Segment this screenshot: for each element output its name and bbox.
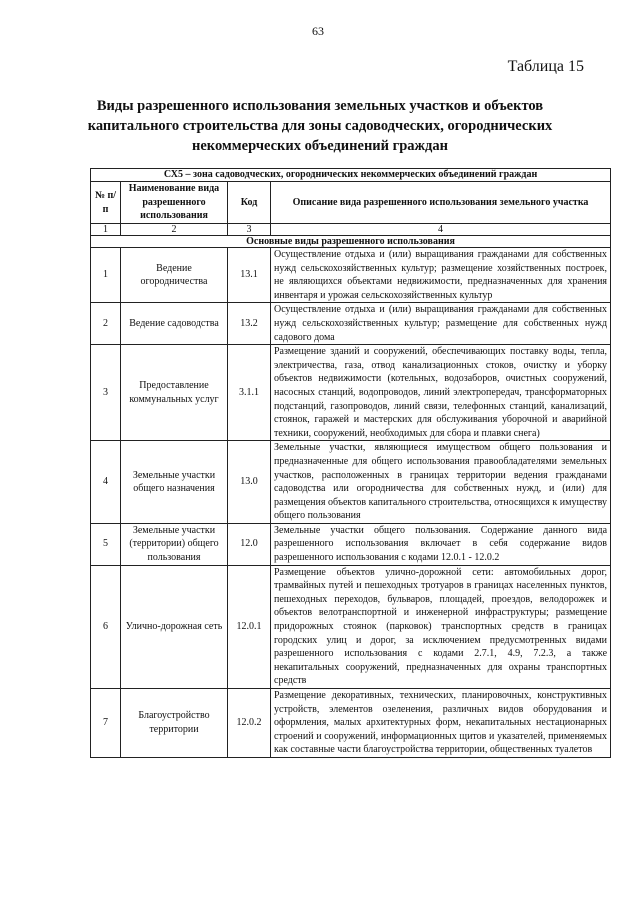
use-name: Ведение огородничества [121, 248, 228, 303]
header-num: № п/п [91, 182, 121, 224]
use-description: Осуществление отдыха и (или) выращивания гражданами для собственных нужд сельскохозяйственных культур; размещение для собственных нужд садового дома [271, 303, 611, 345]
row-number: 1 [91, 248, 121, 303]
use-description: Размещение объектов улично-дорожной сети: автомобильных дорог, трамвайных путей и пешеходных тротуаров в границах населенных пунктов, пешеходных переходов, бульваров, площадей, проездов, велодорожек и объектов велотранспортной и инженерной инфраструктуры; размещение придорожных стоянок (парковок) транспортных средств в границах городских улиц и дорог, за исключением предусмотренных видами разрешенного использования с кодами 2.7.1, 4.9, 7.2.3, а также некапитальных сооружений, предназначенных для охраны транспортных средств [271, 565, 611, 688]
row-number: 7 [91, 689, 121, 758]
use-name: Ведение садоводства [121, 303, 228, 345]
title-line: некоммерческих объединений граждан [192, 138, 448, 154]
use-name: Земельные участки общего назначения [121, 441, 228, 524]
row-number: 4 [91, 441, 121, 524]
header-row [91, 182, 611, 224]
title-line: Виды разрешенного использования земельных участков и объектов [96, 98, 544, 114]
row-number: 6 [91, 565, 121, 688]
use-name: Земельные участки (территории) общего пользования [121, 523, 228, 565]
use-name: Благоустройство территории [121, 689, 228, 758]
use-description: Земельные участки, являющиеся имуществом общего пользования и предназначенные для общего использования правообладателями земельных участков, расположенных в границах территории ведения гражданами садоводства или огородничества для собственных нужд, и (или) для размещения объектов капитального строительства, относящихся к имуществу общего пользования [271, 441, 611, 524]
column-number: 2 [121, 224, 228, 236]
use-name: Предоставление коммунальных услуг [121, 345, 228, 441]
use-description: Размещение зданий и сооружений, обеспечивающих поставку воды, тепла, электричества, газа, отвод канализационных стоков, очистку и уборку объектов недвижимости (котельных, водозаборов, очистных сооружений, насосных станций, водопроводов, линий электропередач, трансформаторных подстанций, газопроводов, линий связи, телефонных станций, канализаций, стоянок, гаражей и мастерских для обслуживания уборочной и аварийной техники, сооружений, необходимых для сбора и плавки снега) [271, 345, 611, 441]
table-row [91, 248, 611, 303]
header-code: Код [228, 182, 271, 224]
header-name: Наименование вида разрешенного использования [121, 182, 228, 224]
table-caption: Таблица 15 [507, 58, 584, 75]
title-line: капитального строительства для зоны садоводческих, огороднических [87, 118, 553, 134]
zone-caption: СХ5 – зона садоводческих, огороднических некоммерческих объединений граждан [91, 169, 611, 182]
use-code: 13.2 [228, 303, 271, 345]
header-description: Описание вида разрешенного использования земельного участка [271, 182, 611, 224]
use-code: 3.1.1 [228, 345, 271, 441]
land-use-table [90, 168, 611, 758]
use-code: 12.0.1 [228, 565, 271, 688]
use-code: 12.0 [228, 523, 271, 565]
table-row [91, 523, 611, 565]
use-description: Осуществление отдыха и (или) выращивания гражданами для собственных нужд сельскохозяйственных культур; размещение хозяйственных построек, не являющихся объектами недвижимости, предназначенных для хранения инвентаря и урожая сельскохозяйственных культур [271, 248, 611, 303]
row-number: 5 [91, 523, 121, 565]
section-row [91, 236, 611, 248]
use-code: 12.0.2 [228, 689, 271, 758]
use-name: Улично-дорожная сеть [121, 565, 228, 688]
row-number: 2 [91, 303, 121, 345]
table-row [91, 565, 611, 688]
table-row [91, 441, 611, 524]
section-heading: Основные виды разрешенного использования [91, 236, 611, 248]
column-number: 4 [271, 224, 611, 236]
use-description: Размещение декоративных, технических, планировочных, конструктивных устройств, элементов озеленения, различных видов оборудования и оформления, малых архитектурных форм, некапитальных нестационарных строений и сооружений, информационных щитов и указателей, применяемых как составные части благоустройства территории, общественных туалетов [271, 689, 611, 758]
use-code: 13.0 [228, 441, 271, 524]
row-number: 3 [91, 345, 121, 441]
use-code: 13.1 [228, 248, 271, 303]
table-row [91, 345, 611, 441]
table-row [91, 303, 611, 345]
use-description: Земельные участки общего пользования. Содержание данного вида разрешенного использования включает в себя содержание видов разрешенного использования с кодами 12.0.1 - 12.0.2 [271, 523, 611, 565]
table-row [91, 689, 611, 758]
zone-caption-row [91, 169, 611, 182]
column-number: 1 [91, 224, 121, 236]
column-number: 3 [228, 224, 271, 236]
column-number-row [91, 224, 611, 236]
document-title [80, 96, 560, 156]
page-number: 63 [312, 24, 324, 38]
